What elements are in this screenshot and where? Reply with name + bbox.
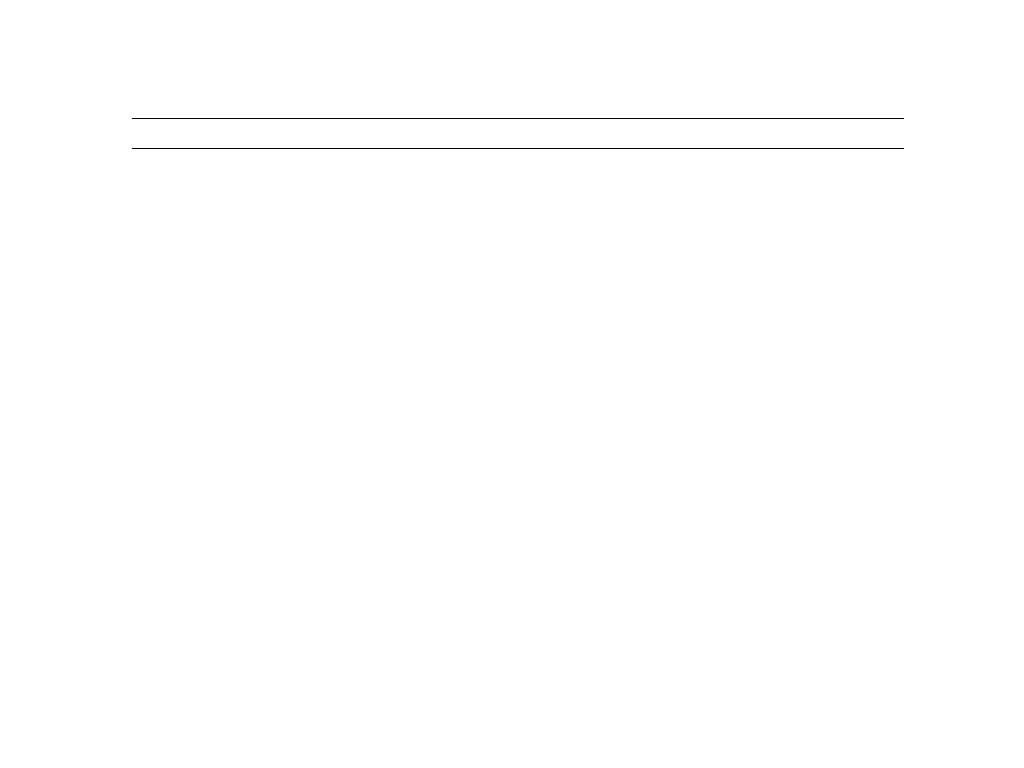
column-header-limits [803,119,904,149]
liability-limits-table [132,118,904,149]
column-header-state [667,119,803,149]
column-header-state [132,119,249,149]
column-header-state [396,119,532,149]
table-header-row [132,119,904,149]
column-header-limits [532,119,667,149]
column-header-limits [249,119,396,149]
exhibit-panel [132,118,904,157]
